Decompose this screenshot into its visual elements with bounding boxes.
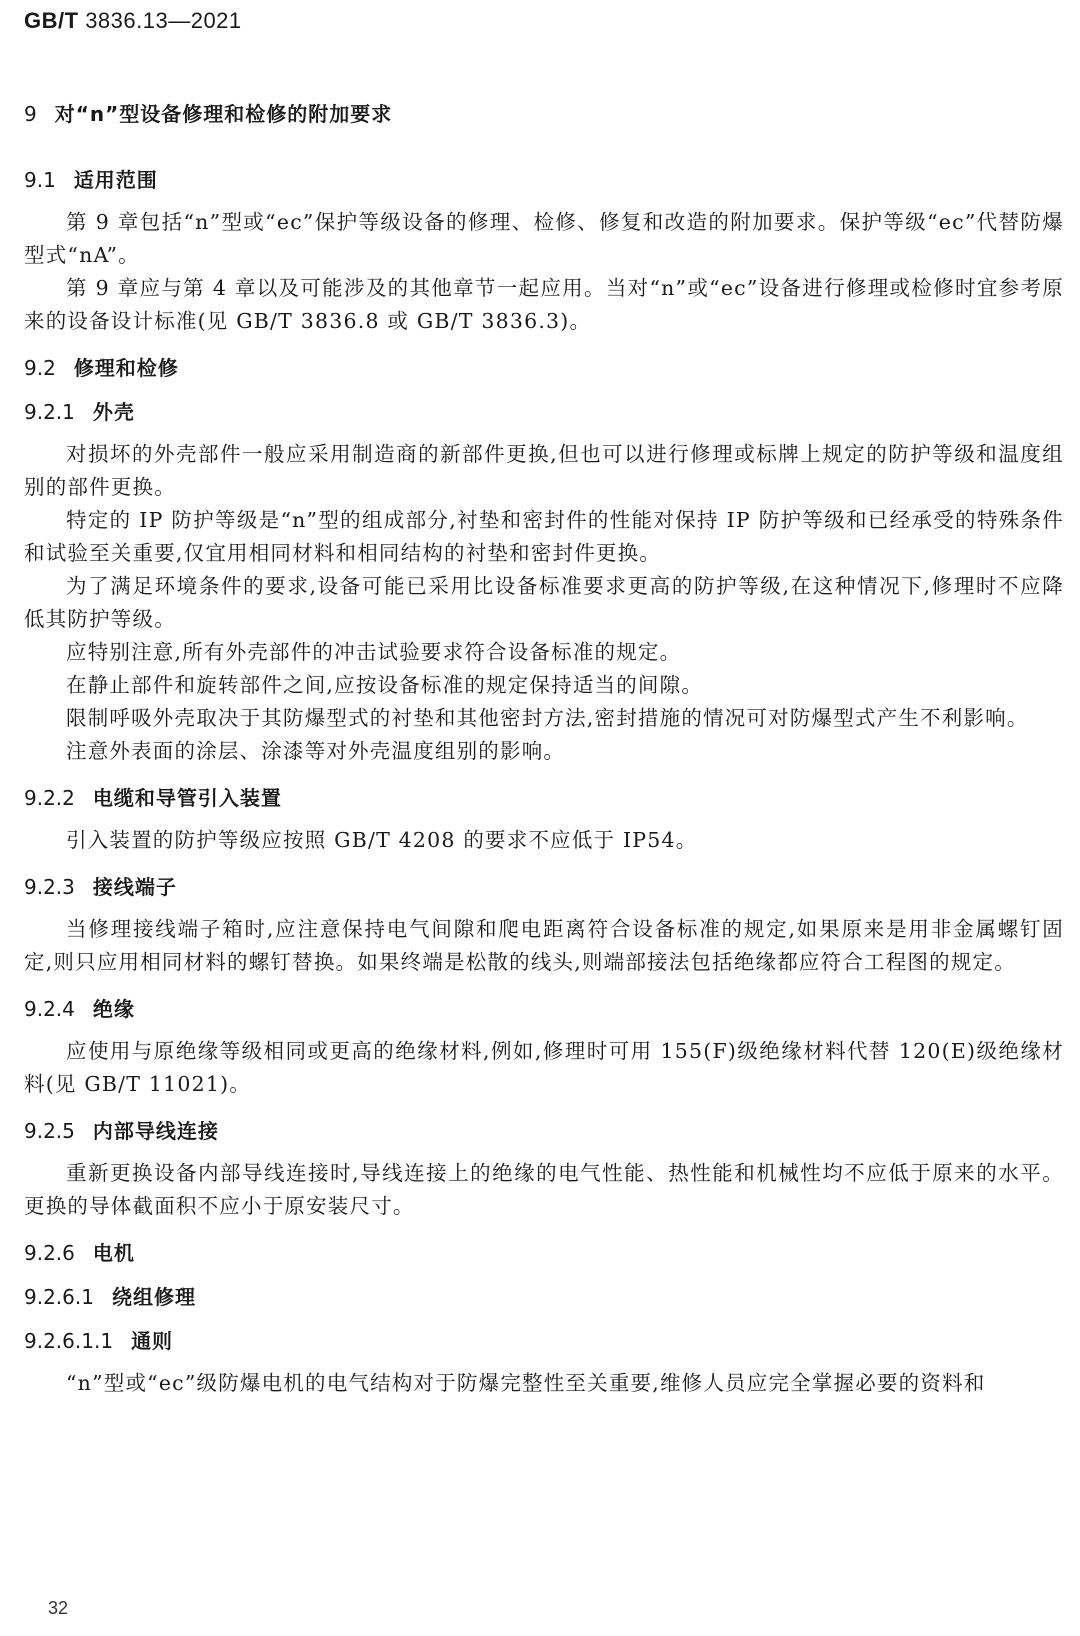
standard-code: GB/T [24,8,79,33]
paragraph: 第 9 章应与第 4 章以及可能涉及的其他章节一起应用。当对“n”或“ec”设备进行修理或检修时宜参考原来的设备设计标准(见 GB/T 3836.8 或 GB/T 3836.3)。 [24,276,1064,333]
paragraph: “n”型或“ec”级防爆电机的电气结构对于防爆完整性至关重要,维修人员应完全掌握必要的资料和 [66,1371,986,1395]
section-title: 内部导线连接 [92,1119,219,1143]
section-number: 9.2 [24,356,56,380]
paragraph: 应使用与原绝缘等级相同或更高的绝缘材料,例如,修理时可用 155(F)级绝缘材料代替 120(E)级绝缘材料(见 GB/T 11021)。 [24,1039,1064,1096]
paragraph: 重新更换设备内部导线连接时,导线连接上的绝缘的电气性能、热性能和机械性均不应低于原来的水平。更换的导体截面积不应小于原安装尺寸。 [24,1161,1064,1218]
section-number: 9.2.6.1.1 [24,1329,114,1353]
section-number: 9.2.5 [24,1119,75,1143]
paragraph: 限制呼吸外壳取决于其防爆型式的衬垫和其他密封方法,密封措施的情况可对防爆型式产生不利影响。 [66,706,1029,730]
standard-header [24,8,242,34]
section-heading-9-2-6 [24,1239,1064,1267]
section-title: 绕组修理 [111,1285,196,1309]
section-heading-9-2-6-1 [24,1283,1064,1311]
section-heading-9-2-4 [24,995,1064,1023]
paragraph: 对损坏的外壳部件一般应采用制造商的新部件更换,但也可以进行修理或标牌上规定的防护等级和温度组别的部件更换。 [24,442,1064,499]
paragraph: 引入装置的防护等级应按照 GB/T 4208 的要求不应低于 IP54。 [66,828,698,852]
section-number: 9.2.2 [24,786,75,810]
section-title: 电缆和导管引入装置 [92,786,282,810]
paragraph: 应特别注意,所有外壳部件的冲击试验要求符合设备标准的规定。 [66,640,682,664]
standard-number: 3836.13—2021 [85,8,242,33]
section-title: 修理和检修 [73,356,179,380]
paragraph: 当修理接线端子箱时,应注意保持电气间隙和爬电距离符合设备标准的规定,如果原来是用非金属螺钉固定,则只应用相同材料的螺钉替换。如果终端是松散的线头,则端部接法包括绝缘都应符合工程图的规定。 [24,917,1064,974]
section-title: 适用范围 [73,168,158,192]
chapter-title: 对“n”型设备修理和检修的附加要求 [54,102,393,126]
page-number: 32 [48,1598,69,1618]
section-heading-9-2-3 [24,873,1064,901]
section-heading-9-2-5 [24,1117,1064,1145]
section-title: 绝缘 [92,997,135,1021]
section-title: 通则 [131,1329,174,1353]
section-heading-9-2-1 [24,398,1064,426]
section-title: 接线端子 [92,875,177,899]
paragraph: 为了满足环境条件的要求,设备可能已采用比设备标准要求更高的防护等级,在这种情况下,修理时不应降低其防护等级。 [24,574,1064,631]
document-body [24,100,1064,1400]
paragraph: 特定的 IP 防护等级是“n”型的组成部分,衬垫和密封件的性能对保持 IP 防护等级和已经承受的特殊条件和试验至关重要,仅宜用相同材料和相同结构的衬垫和密封件更换。 [24,508,1064,565]
paragraph: 注意外表面的涂层、涂漆等对外壳温度组别的影响。 [66,739,566,763]
section-heading-9-2-2 [24,784,1064,812]
section-number: 9.2.3 [24,875,75,899]
section-title: 电机 [92,1241,135,1265]
paragraph: 第 9 章包括“n”型或“ec”保护等级设备的修理、检修、修复和改造的附加要求。保护等级“ec”代替防爆型式“nA”。 [24,210,1064,267]
section-heading-9-2 [24,354,1064,382]
section-number: 9.2.6 [24,1241,75,1265]
paragraph: 在静止部件和旋转部件之间,应按设备标准的规定保持适当的间隙。 [66,673,704,697]
chapter-number: 9 [24,102,37,126]
section-heading-9-1 [24,166,1064,194]
chapter-heading [24,100,1064,128]
section-heading-9-2-6-1-1 [24,1327,1064,1355]
section-number: 9.2.1 [24,400,75,424]
section-title: 外壳 [92,400,135,424]
section-number: 9.1 [24,168,56,192]
section-number: 9.2.6.1 [24,1285,94,1309]
section-number: 9.2.4 [24,997,75,1021]
